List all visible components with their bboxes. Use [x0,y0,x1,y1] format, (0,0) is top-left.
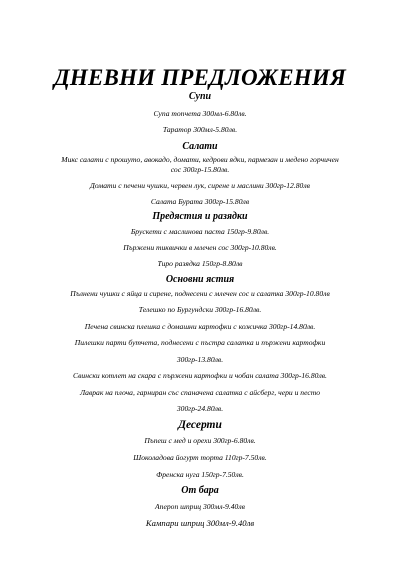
menu-item: Пилешки парти бутчета, поднесени с пъстра салатка и пържени картофки [74,338,326,347]
menu-item: Таратор 300мл-5.80лв. [162,125,238,134]
menu-item: Апероп шприц 300мл-9.40лв [155,502,245,511]
menu-item: Кампари шприц 300мл-9.40лв [145,518,255,528]
menu-item: Пълнени чушки с яйца и сирене, поднесени с млечен сос и салатка 300гр-10.80лв [70,289,330,298]
menu-item: 300гр-24.80лв. [176,404,224,413]
section-heading-desserts: Десерти [178,419,222,431]
section-heading-soups: Супи [188,91,212,102]
menu-item: 300гр-13.80лв. [176,355,224,364]
menu-item: Шоколадова йогурт торта 110гр-7.50лв. [133,453,267,462]
menu-item: Телешко по Бургундски 300гр-16.80лв. [138,305,262,314]
section-heading-starters: Предястия и разядки [152,211,248,222]
menu-item: Салата Бурата 300гр-15.80лв [150,197,250,206]
menu-item: Пържени тиквички в млечен сос 300гр-10.80лв. [123,243,277,252]
menu-item: Лаврак на плоча, гарниран със спаначена салатка с айсберг, чери и песто [80,388,320,397]
menu-item: Микс салати с прошуто, авокадо, домати, кедрови ядки, пармезан и медено горчичен [61,155,339,164]
menu-item: Тиро разядка 150гр-8.80лв [157,259,243,268]
page-title: ДНЕВНИ ПРЕДЛОЖЕНИЯ [54,65,346,90]
menu-item: Домати с печени чушки, червен лук, сирене и маслини 300гр-12.80лв [90,181,310,190]
menu-item: Свински котлет на скара с пържени картофки и чобан салата 300гр-16.80лв. [73,371,327,380]
section-heading-bar: От бара [181,485,219,496]
section-heading-salads: Салати [182,141,218,152]
menu-item: Печена свинска плешка с домашни картофки с кожичка 300гр-14.80лв. [84,322,316,331]
menu-item: Френска нуга 150гр-7.50лв. [156,470,244,479]
menu-item: сос 300гр-15.80лв. [170,165,230,174]
menu-item: Супа топчета 300мл-6.80лв. [153,109,247,118]
menu-item: Брускети с маслинова паста 150гр-9.80лв. [130,227,270,236]
section-heading-mains: Основни ястия [165,274,235,285]
menu-item: Пъпеш с мед и орехи 300гр-6.80лв. [144,436,256,445]
